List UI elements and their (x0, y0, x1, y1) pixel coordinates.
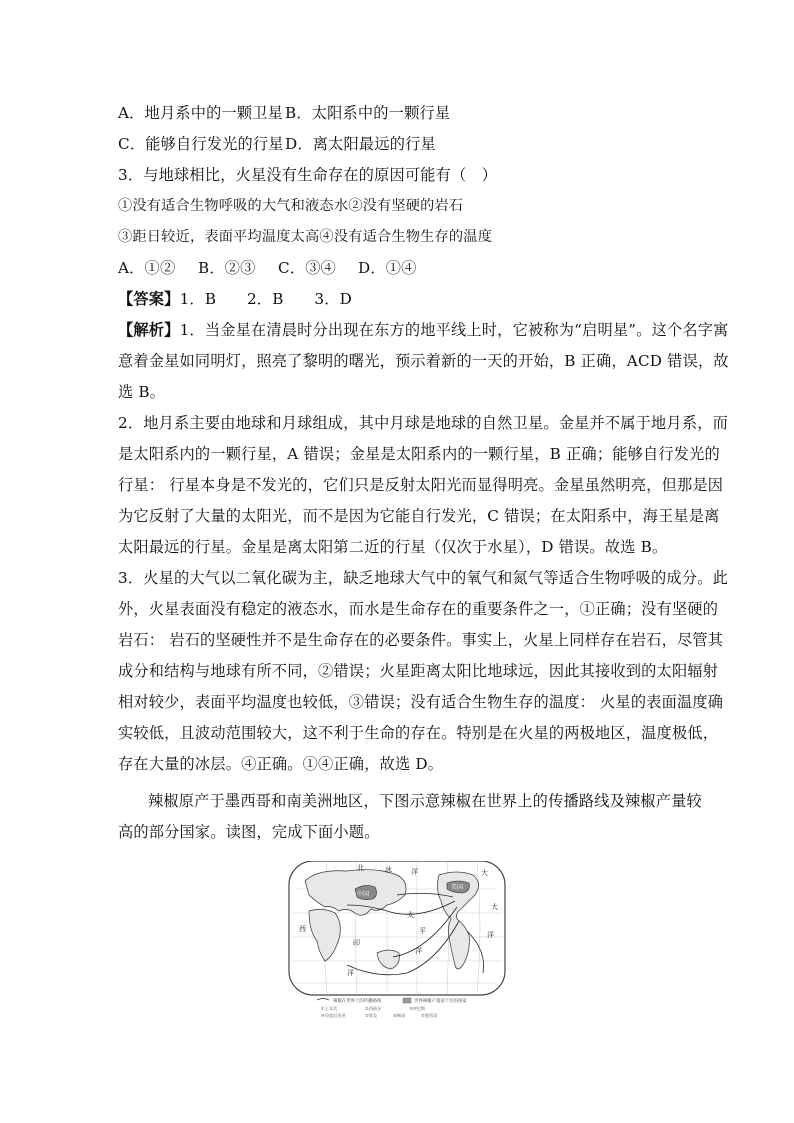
q2-option-a: A．地月系中的一颗卫星 (118, 104, 284, 122)
legend-item: ③突尼斯 (409, 1006, 426, 1011)
map-label: 印 (353, 939, 360, 947)
analysis-line-1 (118, 319, 729, 341)
legend-item: ①土耳其 (321, 1006, 338, 1011)
map-label: 太 (407, 911, 414, 919)
analysis-line: 3．火星的大气以二氧化碳为主，缺乏地球大气中的氧气和氮气等适合生物呼吸的成分。此 (118, 569, 728, 587)
map-label: 西 (299, 925, 306, 933)
legend-country-symbol (403, 998, 411, 1003)
analysis-line: 岩石： 岩石的坚硬性并不是生命存在的必要条件。事实上，火星上同样存在岩石，尽管其 (118, 631, 724, 649)
legend-item: ⑦墨西哥 (421, 1013, 438, 1018)
legend-route-symbol (317, 999, 329, 1001)
q3-statement-2: ③距日较近，表面平均温度太高④没有适合生物生存的温度 (118, 229, 493, 245)
analysis-line: 是太阳系内的一颗行星，A 错误；金星是太阳系内的一颗行星，B 正确；能够自行发光的 (118, 445, 720, 463)
map-label: 北 (357, 864, 364, 872)
map-label: 冰 (385, 866, 392, 874)
q2-options-row-1 (118, 102, 450, 124)
map-label: 大 (481, 869, 488, 877)
map-legend (317, 997, 467, 1019)
q2-options-row-2 (118, 133, 436, 155)
answer-line (118, 288, 352, 310)
map-label: 平 (419, 927, 426, 935)
answer-tag: 【答案】 (118, 290, 180, 308)
legend-item: ②西班牙 (365, 1006, 382, 1011)
q2-option-c: C．能够自行发光的行星 (118, 135, 284, 153)
analysis-text: 1．当金星在清晨时分出现在东方的地平线上时，它被称为“启明星”。这个名字寓 (179, 321, 729, 339)
q3-option-d: D．①④ (358, 259, 417, 277)
analysis-line: 成分和结构与地球有所不同，②错误；火星距离太阳比地球远，因此其接收到的太阳辐射 (118, 662, 719, 680)
q2-option-d: D．离太阳最远的行星 (285, 135, 436, 153)
map-label: 洋 (415, 947, 422, 955)
q3-stem: 3．与地球相比，火星没有生命存在的原因可能有（ ） (118, 166, 498, 184)
map-label: 洋 (347, 969, 354, 977)
analysis-tag: 【解析】 (118, 321, 180, 339)
analysis-line: 外，火星表面没有稳定的液态水，而水是生命存在的重要条件之一，①正确；没有坚硬的 (118, 600, 719, 618)
analysis-line: 太阳最远的行星。金星是离太阳第二近的行星（仅次于水星），D 错误。故选 B。 (118, 538, 668, 556)
analysis-line: 选 B。 (118, 383, 166, 401)
q3-option-b: B．②③ (198, 259, 256, 277)
analysis-line: 相对较少，表面平均温度也较低，③错误；没有适合生物生存的温度： 火星的表面温度确 (118, 693, 724, 711)
legend-country-label: 世界辣椒产量前十位的国家 (414, 999, 467, 1004)
answer-text: 1．B 2．B 3．D (179, 290, 352, 308)
china-label: 中国 (357, 891, 370, 898)
analysis-line: 意着金星如同明灯，照亮了黎明的曙光，预示着新的一天的开始，B 正确，ACD 错误，故 (118, 352, 729, 370)
analysis-line: 实较低，且波动范围较大，这不利于生命的存在。特别是在火星的两极地区，温度极低， (118, 724, 719, 742)
analysis-line: 存在大量的冰层。④正确。①④正确，故选 D。 (118, 755, 444, 773)
q3-option-c: C．③④ (278, 259, 336, 277)
map-label: 大 (491, 903, 498, 911)
legend-item: ⑤埃及 (365, 1013, 378, 1018)
analysis-line: 行星： 行星本身是不发光的，它们只是反射太阳光而显得明亮。金星虽然明亮，但那是因 (118, 476, 724, 494)
map-label: 洋 (411, 868, 418, 876)
intro-line-1: 辣椒原产于墨西哥和南美洲地区，下图示意辣椒在世界上的传播路线及辣椒产量较 (148, 792, 702, 810)
q3-statement-1: ①没有适合生物呼吸的大气和液态水②没有坚硬的岩石 (118, 198, 464, 214)
legend-item: ⑥韩国 (393, 1013, 406, 1018)
usa-label: 美国 (451, 884, 464, 891)
q2-option-b: B．太阳系中的一颗行星 (285, 104, 451, 122)
world-map-figure (287, 861, 508, 1021)
analysis-line: 2．地月系主要由地球和月球组成，其中月球是地球的自然卫星。金星并不属于地月系，而 (118, 414, 728, 432)
q3-option-a: A．①② (118, 259, 176, 277)
intro-line-2: 高的部分国家。读图，完成下面小题。 (118, 823, 380, 841)
q3-options (118, 257, 417, 279)
world-map-svg (287, 861, 508, 1021)
legend-item: ④印度尼西亚 (321, 1013, 346, 1018)
legend-route-label: 辣椒在世界上的传播路线 (333, 999, 382, 1004)
map-label: 洋 (487, 931, 494, 939)
analysis-line: 为它反射了大量的太阳光，而不是因为它能自行发光，C 错误；在太阳系中，海王星是离 (118, 507, 720, 525)
